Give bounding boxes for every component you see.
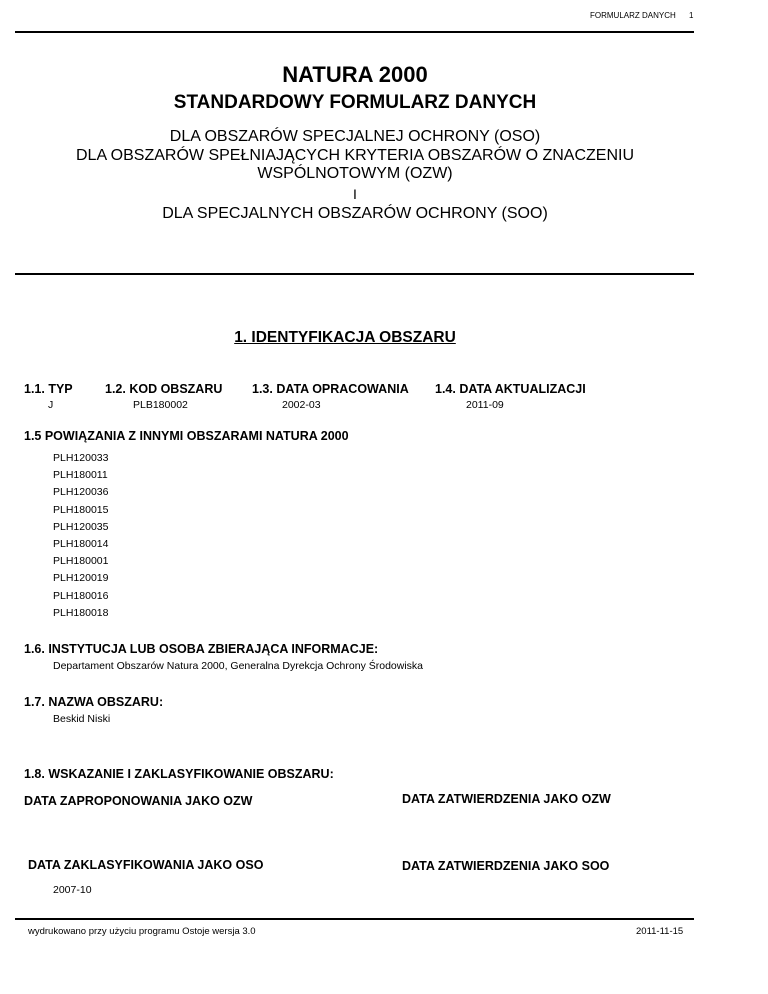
form-title: STANDARDOWY FORMULARZ DANYCH: [173, 92, 537, 113]
respondent-value: Departament Obszarów Natura 2000, Generalna Dyrekcja Ochrony Środowiska: [53, 660, 424, 672]
list-item: PLH180001: [53, 555, 109, 568]
designated-sac-label: DATA ZATWIERDZENIA JAKO SOO: [402, 859, 610, 873]
title-rule: [15, 273, 694, 275]
proposed-sci-label: DATA ZAPROPONOWANIA JAKO OZW: [24, 794, 253, 808]
list-item: PLH120019: [53, 572, 109, 585]
site-name-value: Beskid Niski: [53, 713, 111, 725]
type-value: J: [48, 399, 54, 411]
list-item: PLH180018: [53, 606, 109, 619]
date-updated-label: 1.4. DATA AKTUALIZACJI: [435, 382, 586, 396]
page-number: 1: [689, 11, 694, 20]
running-header-title: FORMULARZ DANYCH: [590, 11, 676, 20]
date-updated-value: 2011-09: [466, 399, 504, 411]
respondent-label: 1.6. INSTYTUCJA LUB OSOBA ZBIERAJĄCA INFORMACJE:: [24, 642, 379, 656]
site-name-label: 1.7. NAZWA OBSZARU:: [24, 695, 164, 709]
list-item: PLH180016: [53, 589, 109, 602]
list-item: PLH120033: [53, 452, 109, 464]
list-item: PLH180011: [53, 469, 108, 482]
list-item: PLH180014: [53, 537, 109, 550]
footer-date: 2011-11-15: [636, 926, 684, 937]
section-title: 1. IDENTYFIKACJA OBSZARU: [234, 329, 456, 346]
subtitle-line-2: DLA OBSZARÓW SPEŁNIAJĄCYCH KRYTERIA OBSZARÓW O ZNACZENIU: [75, 147, 635, 164]
relations-label: 1.5 POWIĄZANIA Z INNYMI OBSZARAMI NATURA 2000: [24, 429, 349, 443]
subtitle-line-3: WSPÓLNOTOWYM (OZW): [257, 165, 453, 182]
footer-rule: [15, 918, 694, 920]
list-item: PLH120035: [53, 520, 109, 533]
subtitle-line-1: DLA OBSZARÓW SPECJALNEJ OCHRONY (OSO): [169, 128, 541, 145]
subtitle-line-5: DLA SPECJALNYCH OBSZARÓW OCHRONY (SOO): [162, 205, 548, 222]
header-rule: [15, 31, 694, 33]
type-label: 1.1. TYP: [24, 382, 73, 396]
code-value: PLB180002: [133, 399, 188, 411]
main-title: NATURA 2000: [282, 62, 428, 87]
classified-spa-label: DATA ZAKLASYFIKOWANIA JAKO OSO: [28, 858, 264, 872]
classified-spa-value: 2007-10: [53, 884, 92, 896]
subtitle-line-4: I: [353, 186, 357, 202]
relations-list: [53, 450, 108, 622]
designation-label: 1.8. WSKAZANIE I ZAKLASYFIKOWANIE OBSZARU:: [24, 767, 334, 781]
list-item: PLH120036: [53, 486, 109, 499]
list-item: PLH180015: [53, 503, 109, 516]
code-label: 1.2. KOD OBSZARU: [105, 382, 223, 396]
date-compiled-label: 1.3. DATA OPRACOWANIA: [252, 382, 409, 396]
confirmed-sci-label: DATA ZATWIERDZENIA JAKO OZW: [402, 792, 611, 806]
date-compiled-value: 2002-03: [282, 399, 321, 411]
footer-printed-with: wydrukowano przy użyciu programu Ostoje wersja 3.0: [28, 926, 256, 937]
